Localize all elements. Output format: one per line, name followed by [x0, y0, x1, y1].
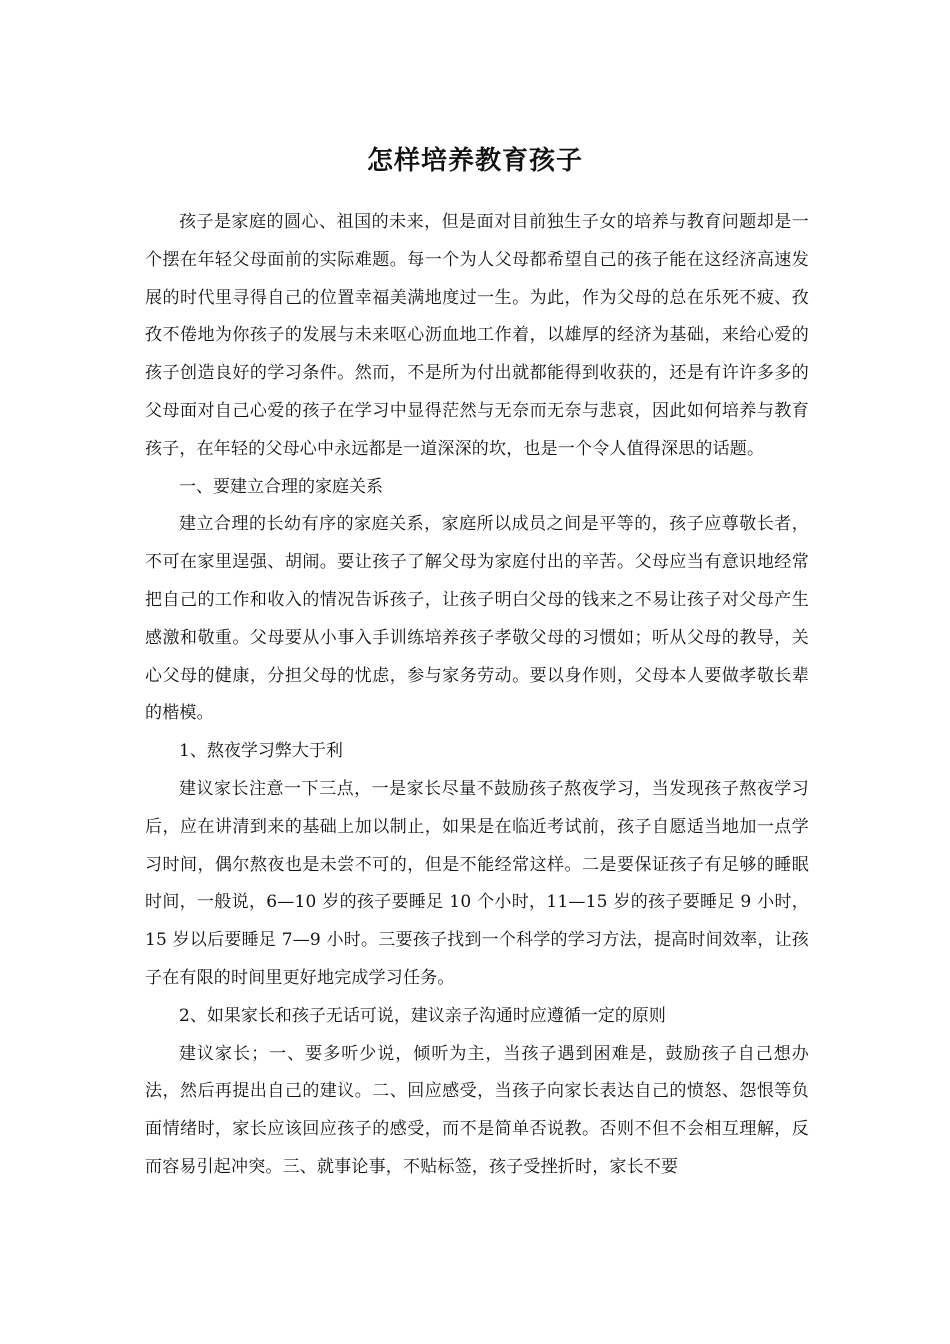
- intro-paragraph: 孩子是家庭的圆心、祖国的未来，但是面对目前独生子女的培养与教育问题却是一个摆在年轻父母面前的实际难题。每一个为人父母都希望自己的孩子能在这经济高速发展的时代里寻得自己的位置幸福美满地度过一生。为此，作为父母的总在乐死不疲、孜孜不倦地为你孩子的发展与未来呕心沥血地工作着，以雄厚的经济为基础，来给心爱的孩子创造良好的学习条件。然而，不是所为付出就都能得到收获的，还是有许许多多的父母面对自己心爱的孩子在学习中显得茫然与无奈而无奈与悲哀，因此如何培养与教育孩子，在年轻的父母心中永远都是一道深深的坎，也是一个令人值得深思的话题。: [145, 212, 809, 459]
- document-body: [145, 204, 809, 1187]
- subsection-2-paragraph: 建议家长；一、要多听少说，倾听为主，当孩子遇到困难是，鼓励孩子自己想办法，然后再提出自己的建议。二、回应感受，当孩子向家长表达自己的愤怒、怨恨等负面情绪时，家长应该回应孩子的感受，而不是简单否说教。否则不但不会相互理解，反而容易引起冲突。三、就事论事，不贴标签，孩子受挫折时，家长不要: [145, 1043, 809, 1177]
- subsection-heading-1: 1、熬夜学习弊大于利: [179, 741, 343, 762]
- document-title: 怎样培养教育孩子: [366, 146, 583, 176]
- section-heading-1: 一、要建立合理的家庭关系: [179, 476, 383, 497]
- subsection-heading-2: 2、如果家长和孩子无话可说，建议亲子沟通时应遵循一定的原则: [179, 1005, 666, 1026]
- subsection-1-paragraph: 建议家长注意一下三点，一是家长尽量不鼓励孩子熬夜学习，当发现孩子熬夜学习后，应在讲清到来的基础上加以制止，如果是在临近考试前，孩子自愿适当地加一点学习时间，偶尔熬夜也是未尝不可的，但是不能经常这样。二是要保证孩子有足够的睡眠时间，一般说，6—10 岁的孩子要睡足 10 个小时，11—15 岁的孩子要睡足 9 小时，15 岁以后要睡足 7—9 小时。三要孩子找到一个科学的学习方法，提高时间效率，让孩子在有限的时间里更好地完成学习任务。: [145, 778, 809, 988]
- section-1-paragraph: 建立合理的长幼有序的家庭关系，家庭所以成员之间是平等的，孩子应尊敬长者，不可在家里逞强、胡闹。要让孩子了解父母为家庭付出的辛苦。父母应当有意识地经常把自己的工作和收入的情况告诉孩子，让孩子明白父母的钱来之不易让孩子对父母产生感激和敬重。父母要从小事入手训练培养孩子孝敬父母的习惯如；听从父母的教导，关心父母的健康，分担父母的忧虑，参与家务劳动。要以身作则，父母本人要做孝敬长辈的楷模。: [145, 514, 809, 724]
